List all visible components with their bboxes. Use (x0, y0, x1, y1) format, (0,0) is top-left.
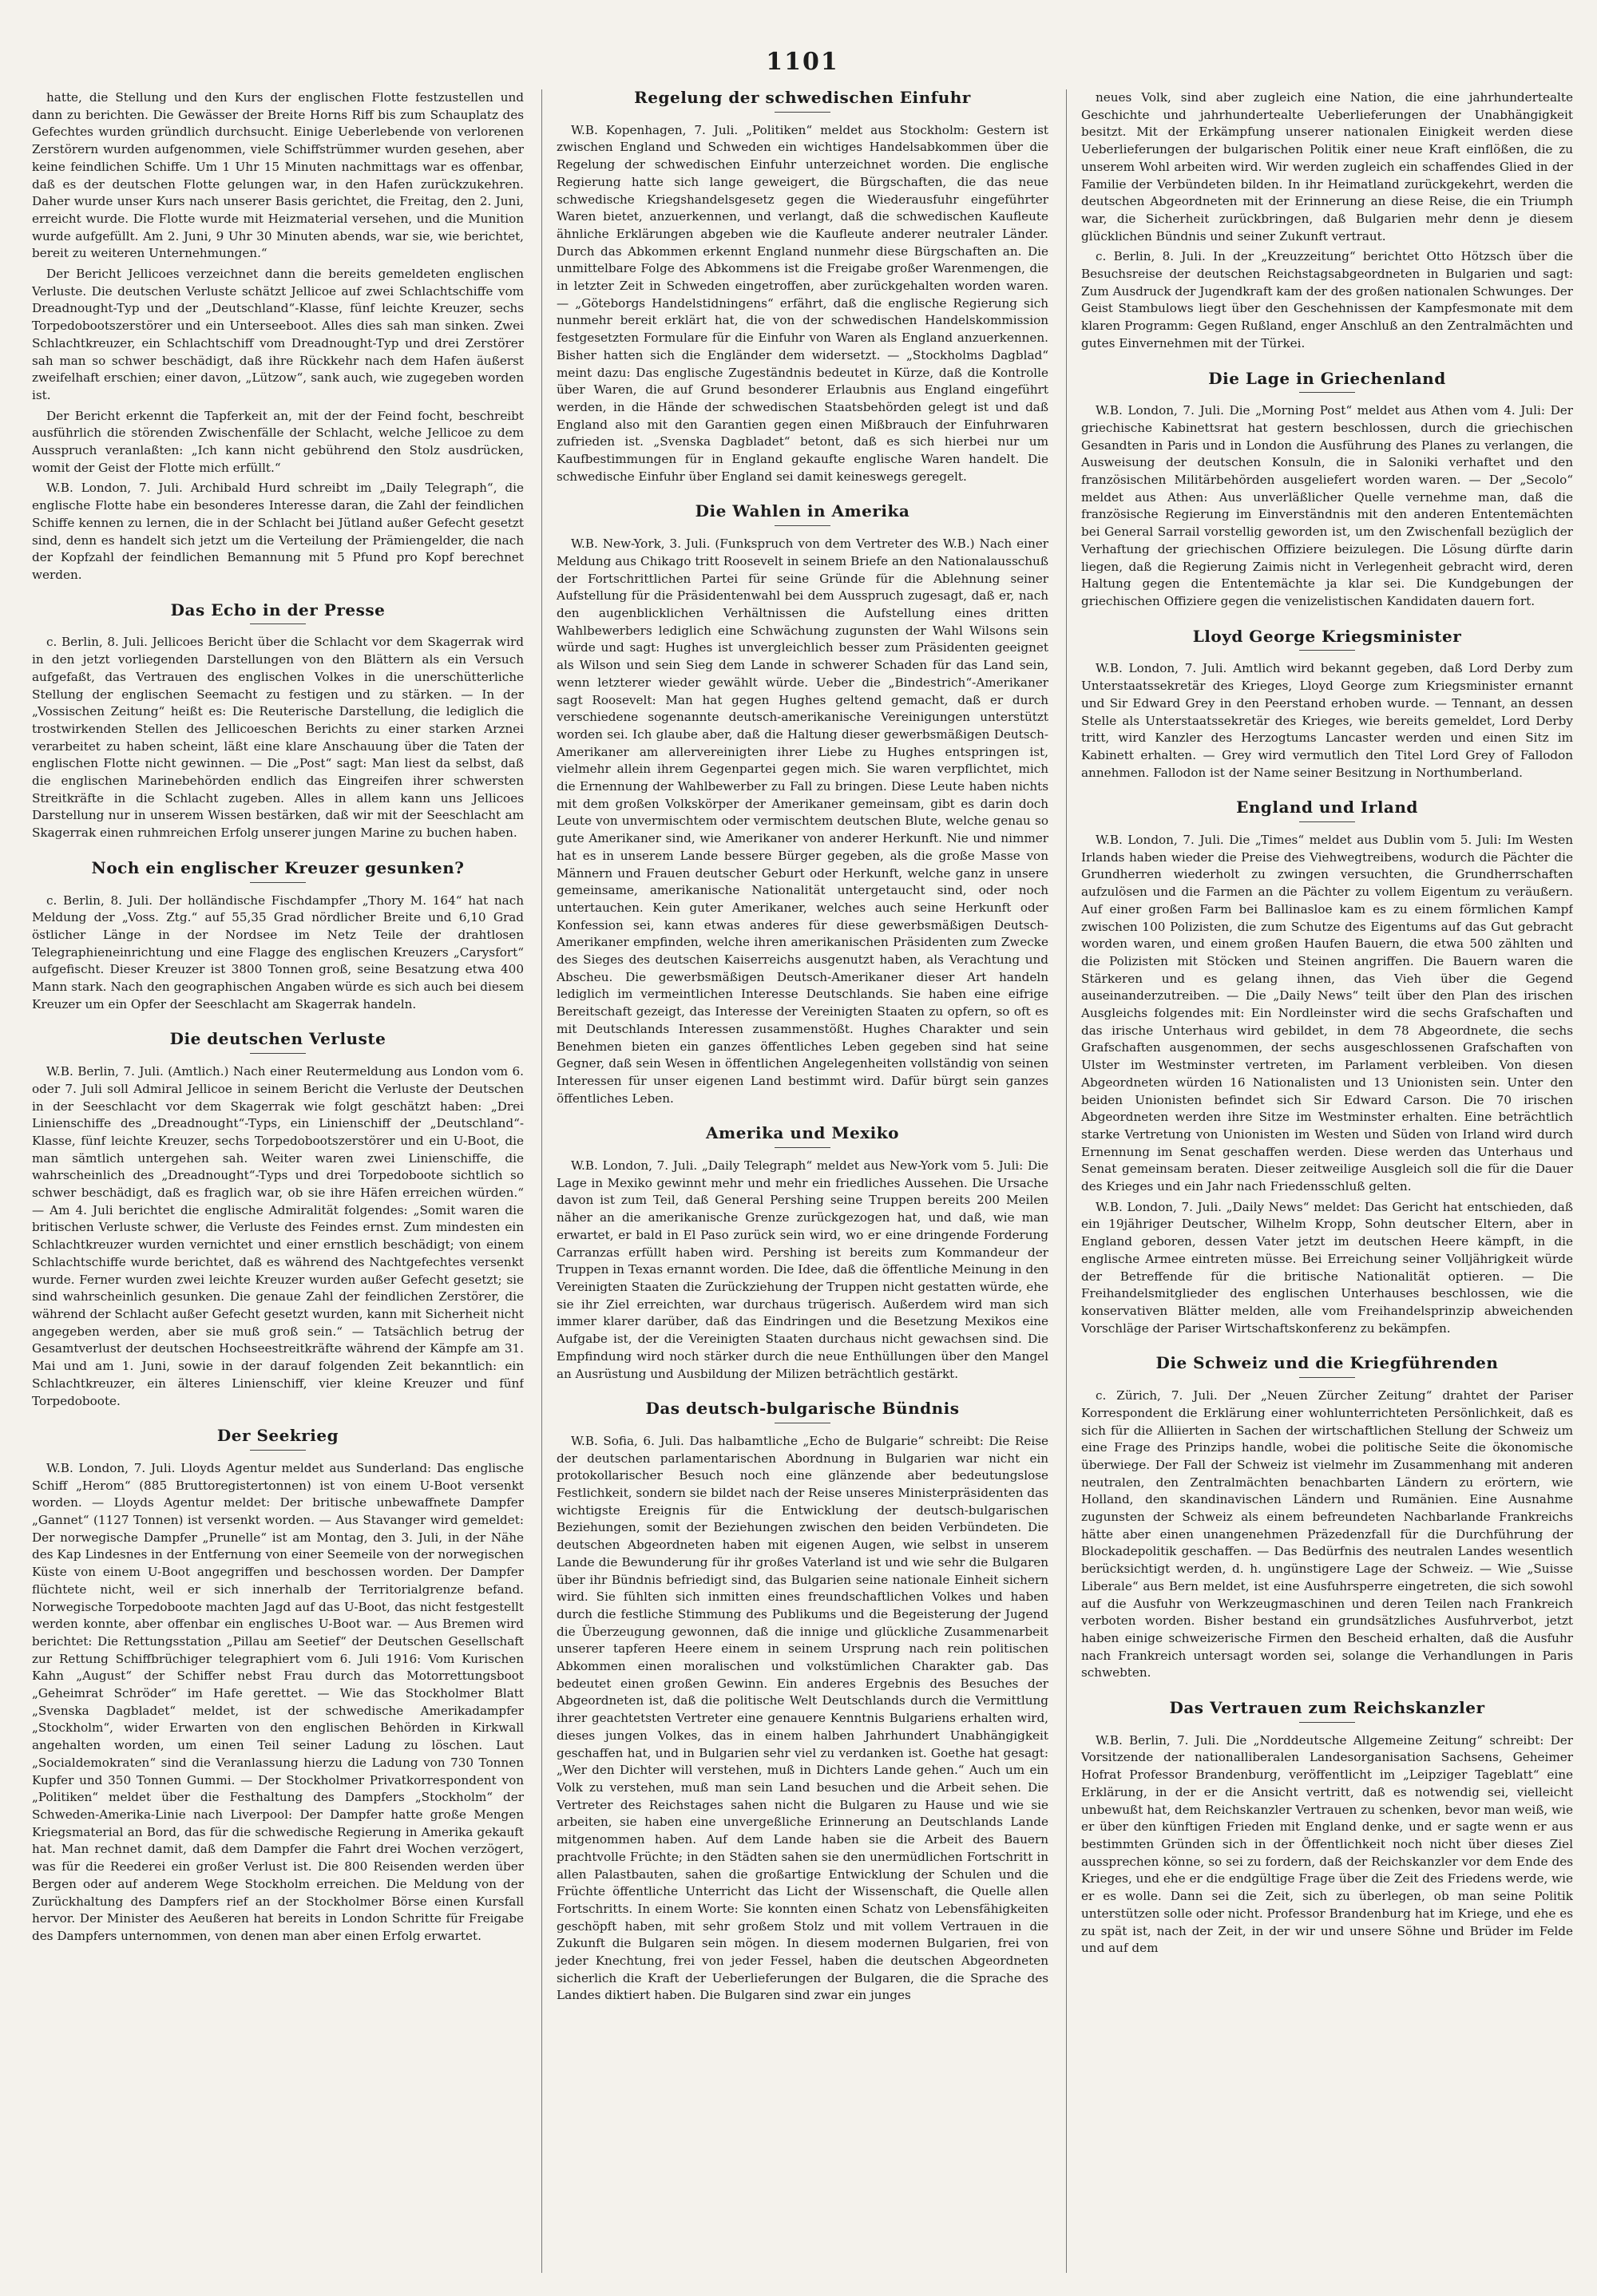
article-paragraph: W.B. London, 7. Juli. „Daily News“ meldet: Das Gericht hat entschieden, daß ein 19jähriger Deutscher, Wilhelm Kropp, Sohn deutscher Eltern, aber in England geboren, dessen Vater jetzt im deutschen Heere kämpft, in die englische Armee eintreten müsse. Bei Erreichung seiner Volljährigkeit würde der Betreffende für die britische Nationalität optieren. — Die Freihandelsmitglieder des englischen Unterhauses beschlossen, wie die konservativen Blätter melden, alle vom Freihandelsprinzip abweichenden Vorschläge der Pariser Wirtschaftskonferenz zu bekämpfen. (1081, 1199, 1573, 1336)
article-paragraph: W.B. Sofia, 6. Juli. Das halbamtliche „Echo de Bulgarie“ schreibt: Die Reise der deutschen parlamentarischen Abordnung in Bulgarien war nicht ein protokollarischer Besuch noch eine glänzende aber bedeutungslose Festlichkeit, sondern sie bildet nach der Reise unseres Ministerpräsidenten das wichtigste Ereignis für die Entwicklung der deutsch-bulgarischen Beziehungen, somit der Beziehungen zwischen den beiden Verbündeten. Die deutschen Abgeordneten haben mit eigenen Augen, wie selbst in unserem Lande die Bewunderung für ihr großes Vaterland ist und wie sehr die Bulgaren über ihr Bündnis befriedigt sind, das Bulgarien seine nationale Einheit sichern wird. Sie fühlten sich inmitten eines freundschaftlichen Volkes und haben durch die festliche Stimmung des Publikums und die Begeisterung der Jugend die Überzeugung gewonnen, daß die innige und glückliche Zusammenarbeit unserer tapferen Heere einem in seinem Ursprung nach rein politischen Abkommen einen moralischen und volkstümlichen Charakter gab. Das bedeutet einen großen Gewinn. Ein anderes Ergebnis des Besuches der Abgeordneten ist, daß die politische Welt Deutschlands durch die Vermittlung ihrer geachtetsten Vertreter eine genauere Kenntnis Bulgariens erhalten wird, dieses jungen Volkes, das in einem halben Jahrhundert Unabhängigkeit geschaffen hat, und in Bulgarien sehr viel zu verdanken ist. Goethe hat gesagt: „Wer den Dichter will verstehen, muß in Dichters Lande gehen.“ Auch um ein Volk zu verstehen, muß man sein Land besuchen und die Arbeit sehen. Die Vertreter des Reichstages sahen nicht die Bulgaren zu Hause und wie sie arbeiten, sie haben eine unvergeßliche Erinnerung an Deutschlands Lande mitgenommen haben. Auf dem Lande haben sie die Arbeit des Bauern prachtvolle Früchte; in den Städten sahen sie den unermüdlichen Fortschritt in allen Palastbauten, sahen die großartige Entwicklung der Schulen und die Früchte öffentliche Unterricht das Licht der Wissenschaft, die Quelle allen Fortschritts. In einem Worte: Sie konnten einen Schatz von Lebensfähigkeiten geschöpft haben, mit sehr großem Stolz und mit vollem Vertrauen in die Zukunft die Bulgaren sein mögen. In diesem modernen Bulgarien, frei von jeder Knechtung, frei von jeder Fessel, haben die deutschen Abgeordneten sicherlich die Kraft der Ueberlieferungen der Bulgaren, die die Sprache des Landes diktiert haben. Die Bulgaren sind zwar ein junges (557, 1433, 1048, 2003)
column-3 (1066, 89, 1573, 2273)
article-headline: Der Seekrieg (32, 1427, 524, 1451)
article-paragraph: W.B. London, 7. Juli. „Daily Telegraph“ meldet aus New-York vom 5. Juli: Die Lage in Mexiko gewinnt mehr und mehr ein friedliches Aussehen. Die Ursache davon ist zum Teil, daß General Pershing seine Truppen bereits 200 Meilen näher an die amerikanische Grenze zurückgezogen hat, und daß, wie man erwartet, er bald in El Paso zurück sein wird, wo er eine dringende Forderung Carranzas erfüllt haben wird. Pershing ist bereits zum Kommandeur der Truppen in Texas ernannt worden. Die Idee, daß die öffentliche Meinung in den Vereinigten Staaten die Zurückziehung der Truppen nicht gestatten würde, ehe sie ihr Ziel erreichten, war durchaus trügerisch. Außerdem wird man sich immer klarer darüber, daß das Eindringen und die Besetzung Mexikos eine Aufgabe ist, der die Vereinigten Staaten durchaus nicht gewachsen sind. Die Empfindung wird noch stärker durch die neue Enthüllungen über den Mangel an Ausrüstung und Ausbildung der Milizen beträchtlich gestärkt. (557, 1158, 1048, 1381)
article-columns (32, 89, 1573, 2273)
article-headline: England und Irland (1081, 799, 1573, 822)
page-number: 1101 (766, 48, 839, 76)
article-paragraph: W.B. London, 7. Juli. Die „Times“ meldet aus Dublin vom 5. Juli: Im Westen Irlands haben wieder die Preise des Viehwegtreibens, wodurch die Pächter die Grundherren wiederholt zu zwingen versuchten, die Grundherrschaften aufzulösen und die Farmen an die Pächter zu vollem Eigentum zu veräußern. Auf einer großen Farm bei Ballinasloe kam es zu einem förmlichen Kampf zwischen 100 Polizisten, die zum Schutze des Eigentums auf das Gut gebracht worden waren, und einem großen Haufen Bauern, die etwa 500 zählten und die Polizisten mit Stöcken und Steinen angriffen. Die Bauern waren die Stärkeren und es gelang ihnen, das Vieh über die Gegend auseinanderzutreiben. — Die „Daily News“ teilt über den Plan des irischen Ausgleichs folgendes mit: Ein Nordleinster wird die sechs Grafschaften und das irische Unterhaus wird gebildet, in dem 78 Abgeordnete, die sechs Grafschaften ausgenommen, der sechs ausgeschlossenen Grafschaften von Ulster im Westminster vertreten, im Parlament verbleiben. Von diesen Abgeordneten würden 16 Nationalisten und 13 Unionisten sein. Unter den beiden Unionisten befindet sich Sir Edward Carson. Die 70 irischen Abgeordneten werden ihre Sitze im Westminster erhalten. Eine beträchtlich starke Vertretung von Unionisten im Westen und Süden von Irland wird durch Ernennung im Senat geschaffen werden. Diese werden das Unterhaus und Senat gemeinsam beraten. Dieser zeitweilige Ausgleich soll die für die Dauer des Krieges und ein Jahr nach Friedensschluß gelten. (1081, 833, 1573, 1194)
article-paragraph: neues Volk, sind aber zugleich eine Nation, die eine jahrhundertealte Geschichte und jahrhundertealte Ueberlieferungen der Unabhängigkeit besitzt. Mit der Erkämpfung unserer nationalen Einigkeit werden diese Ueberlieferungen der bulgarischen Politik einer neue Kraft einflößen, die zu unserem Wohl arbeiten wird. Wir werden zugleich ein schaffendes Glied in der Familie der Verbündeten bilden. In ihr Heimatland zurückgekehrt, werden die deutschen Abgeordneten mit der Erinnerung an diese Reise, die ein Triumph war, die Sicherheit zurückbringen, daß Bulgarien mehr denn je diesem glücklichen Bündnis und seiner Zukunft vertraut. (1081, 90, 1573, 243)
article-paragraph: W.B. London, 7. Juli. Archibald Hurd schreibt im „Daily Telegraph“, die englische Flotte habe ein besonderes Interesse daran, die Zahl der feindlichen Schiffe kennen zu lernen, die in der Schlacht bei Jütland außer Gefecht gesetzt sind, denn es handelt sich jetzt um die Verteilung der Prämiengelder, die nach der Kopfzahl der feindlichen Bemannung mit 5 Pfund pro Kopf berechnet werden. (32, 481, 524, 582)
article-headline: Das deutsch-bulgarische Bündnis (557, 1400, 1048, 1423)
article-headline: Die Schweiz und die Kriegführenden (1081, 1355, 1573, 1378)
article-headline: Amerika und Mexiko (557, 1125, 1048, 1148)
article-headline: Das Vertrauen zum Reichskanzler (1081, 1700, 1573, 1723)
article-headline: Noch ein englischer Kreuzer gesunken? (32, 860, 524, 883)
article-headline: Regelung der schwedischen Einfuhr (557, 89, 1048, 113)
column-2 (541, 89, 1048, 2273)
newspaper-page (32, 48, 1573, 2275)
article-paragraph: W.B. London, 7. Juli. Lloyds Agentur meldet aus Sunderland: Das englische Schiff „Herom“ (885 Bruttoregistertonnen) ist von einem U-Boot versenkt worden. — Lloyds Agentur meldet: Der britische unbewaffnete Dampfer „Gannet“ (1127 Tonnen) ist versenkt worden. — Aus Stavanger wird gemeldet: Der norwegische Dampfer „Prunelle“ ist am Montag, den 3. Juli, in der Nähe des Kap Lindesnes in der Entfernung von einer Seemeile von der norwegischen Küste von einem U-Boot angegriffen und beschossen worden. Der Dampfer flüchtete nicht, weil er sich innerhalb der Territorialgrenze befand. Norwegische Torpedoboote machten Jagd auf das U-Boot, das nicht festgestellt werden konnte, aber offenbar ein englisches U-Boot war. — Aus Bremen wird berichtet: Die Rettungsstation „Pillau am Seetief“ der Deutschen Gesellschaft zur Rettung Schiffbrüchiger telegraphiert vom 6. Juli 1916: Vom Kurischen Kahn „August“ der Schiffer nebst Frau durch das Motorrettungsboot „Geheimrat Schröder“ im Hafe gerettet. — Wie das Stockholmer Blatt „Svenska Dagbladet“ meldet, ist der schwedische Amerikadampfer „Stockholm“, wider Erwarten von den englischen Behörden in Kirkwall angehalten worden, um einen Teil seiner Ladung zu löschen. Laut „Socialdemokraten“ sind die Veranlassung hierzu die Ladung von 730 Tonnen Kupfer und 350 Tonnen Gummi. — Der Stockholmer Privatkorrespondent von „Politiken“ meldet über die Festhaltung des Dampfers „Stockholm“ der Schweden-Amerika-Linie nach Liverpool: Der Dampfer hatte große Mengen Kriegsmaterial an Bord, das für die schwedische Regierung in Amerika gekauft hat. Man rechnet damit, daß dem Dampfer die Fahrt drei Wochen verzögert, was für die Reederei ein großer Verlust ist. Die 800 Reisenden werden über Bergen oder auf anderem Wege Stockholm erreichen. Die Meldung von der Zurückhaltung des Dampfers rief an der Stockholmer Börse einen Kursfall hervor. Der Minister des Aeußeren hat bereits in London Schritte für Freigabe des Dampfers unternommen, von denen man aber einen Erfolg erwartet. (32, 1460, 524, 1943)
article-paragraph: c. Berlin, 8. Juli. In der „Kreuzzeitung“ berichtet Otto Hötzsch über die Besuchsreise der deutschen Reichstagsabgeordneten in Bulgarien und sagt: Zum Ausdruck der Jugendkraft kam der des großen nationalen Schwunges. Der Geist Stambulows liegt über den Geschehnissen der Kampfesmonate mit dem klaren Programm: Gegen Rußland, enger Anschluß an den Zentralmächten und gutes Einvernehmen mit der Türkei. (1081, 249, 1573, 350)
article-paragraph: hatte, die Stellung und den Kurs der englischen Flotte festzustellen und dann zu berichten. Die Gewässer der Breite Horns Riff bis zum Schauplatz des Gefechtes wurden gründlich durchsucht. Einige Ueberlebende von verlorenen Zerstörern wurden aufgenommen, viele Schiffstrümmer wurden gesehen, aber keine feindlichen Schiffe. Um 1 Uhr 15 Minuten nachmittags war es offenbar, daß es der deutschen Flotte gelungen war, in den Hafen zurückzukehren. Daher wurde unser Kurs nach unserer Basis gerichtet, die Freitag, den 2. Juni, erreicht wurde. Die Flotte wurde mit Heizmaterial versehen, und die Munition wurde aufgefüllt. Am 2. Juni, 9 Uhr 30 Minuten abends, war sie, wie berichtet, bereit zu weiteren Unternehmungen.“ (32, 90, 524, 261)
article-headline: Lloyd George Kriegsminister (1081, 628, 1573, 651)
article-paragraph: Der Bericht erkennt die Tapferkeit an, mit der der Feind focht, beschreibt ausführlich die störenden Zwischenfälle der Schlacht, welche Jellicoe zu dem Ausspruch veranlaßten: „Ich kann nicht gebührend den Stolz ausdrücken, womit der Geist der Flotte mich erfüllt.“ (32, 408, 524, 475)
article-headline: Die Lage in Griechenland (1081, 370, 1573, 394)
article-paragraph: c. Berlin, 8. Juli. Jellicoes Bericht über die Schlacht vor dem Skagerrak wird in den jetzt vorliegenden Darstellungen von den Blättern als ein Versuch aufgefaßt, das Vertrauen des englischen Volkes in die unerschütterliche Stellung der englischen Seemacht zu festigen und zu stärken. — In der „Vossischen Zeitung“ heißt es: Die Reuterische Darstellung, die lediglich die trostwirkenden Stellen des Jellicoeschen Berichts zu einer starken Arznei verarbeitet zu haben scheint, läßt eine klare Anschauung über die Taten der englischen Flotte nicht gewinnen. — Die „Post“ sagt: Man liest da selbst, daß die englischen Marinebehörden endlich das Eingreifen ihrer schwersten Streitkräfte in die Schlacht zugeben. Alles in allem kann uns Jellicoes Darstellung nur in unserem Wissen bestärken, daß wir mit der Seeschlacht am Skagerrak einen ruhmreichen Erfolg unserer jungen Marine zu buchen haben. (32, 635, 524, 841)
article-paragraph: c. Zürich, 7. Juli. Der „Neuen Zürcher Zeitung“ drahtet der Pariser Korrespondent die Erklärung einer wohlunterrichteten Persönlichkeit, daß es sich für die Alliierten in Sachen der wirtschaftlichen Stellung der Schweiz um eine Frage des Prinzips handle, wobei die politische Seite die ökonomische überwiege. Der Fall der Schweiz ist vielmehr im Zusammenhang mit anderen neutralen, den Zentralmächten benachbarten Ländern zu erörtern, wie Holland, den skandinavischen Ländern und Rumänien. Eine Ausnahme zugunsten der Schweiz als einem befreundeten Nachbarlande Frankreichs hätte aber einen unangenehmen Präzedenzfall für die Durchführung der Blockadepolitik geschaffen. — Das Bedürfnis des neutralen Landes wesentlich berücksichtigt werden, d. h. ungünstigere Lage der Schweiz. — Wie „Suisse Liberale“ aus Bern meldet, ist eine Ausfuhrsperre eingetreten, die sich sowohl auf die Ausfuhr von Werkzeugmaschinen und deren Teilen nach Frankreich verboten worden. Bisher bestand ein grundsätzliches Ausfuhrverbot, jetzt haben einige schweizerische Firmen den Bescheid erhalten, daß die Ausfuhr nach Frankreich untersagt worden sei, solange die Verhandlungen in Paris schwebten. (1081, 1388, 1573, 1680)
article-paragraph: W.B. London, 7. Juli. Amtlich wird bekannt gegeben, daß Lord Derby zum Unterstaatssekretär des Krieges, Lloyd George zum Kriegsminister ernannt und Sir Edward Grey in den Peerstand erhoben wurde. — Tennant, an dessen Stelle als Unterstaatssekretär des Krieges, wie bereits gemeldet, Lord Derby tritt, wird Kanzler des Herzogtums Lancaster werden und einen Sitz im Kabinett erhalten. — Grey wird vermutlich den Titel Lord Grey of Fallodon annehmen. Fallodon ist der Name seiner Besitzung in Northumberland. (1081, 661, 1573, 780)
article-paragraph: c. Berlin, 8. Juli. Der holländische Fischdampfer „Thory M. 164“ hat nach Meldung der „Voss. Ztg.“ auf 55,35 Grad nördlicher Breite und 6,10 Grad östlicher Länge in der Nordsee im Netz Teile der drahtlosen Telegraphieneinrichtung und eine Flagge des englischen Kreuzers „Carysfort“ aufgefischt. Dieser Kreuzer ist 3800 Tonnen groß, seine Besatzung etwa 400 Mann stark. Nach den geographischen Angaben würde es sich auch bei diesem Kreuzer um ein Opfer der Seeschlacht am Skagerrak handeln. (32, 893, 524, 1011)
article-paragraph: W.B. London, 7. Juli. Die „Morning Post“ meldet aus Athen vom 4. Juli: Der griechische Kabinettsrat hat gestern beschlossen, durch die griechischen Gesandten in Paris und in London die Ausführung des Planes zu verlangen, die Ausweisung der deutschen Konsuln, die in Saloniki verhaftet und den französischen Militärbehörden ausgeliefert worden waren. — Der „Secolo“ meldet aus Athen: Aus unverläßlicher Quelle vernehme man, daß die französische Regierung im Einverständnis mit den anderen Ententemächten bei General Sarrail vorstellig geworden ist, um den Zwischenfall bezüglich der Verhaftung der griechischen Offiziere beizulegen. Die Lösung dürfte darin liegen, daß die Regierung Zaimis nicht in Verlegenheit gebracht wird, deren Haltung gegen die Ententemächte ja klar sei. Die Kundgebungen der griechischen Offiziere gegen die venizelistischen Kandidaten dauern fort. (1081, 403, 1573, 608)
article-paragraph: Der Bericht Jellicoes verzeichnet dann die bereits gemeldeten englischen Verluste. Die deutschen Verluste schätzt Jellicoe auf zwei Schlachtschiffe vom Dreadnought-Typ und der „Deutschland“-Klasse, fünf leichte Kreuzer, sechs Torpedobootszerstörer und ein Unterseeboot. Alles dies sah man sinken. Zwei Schlachtkreuzer, ein Schlachtschiff vom Dreadnought-Typ und drei Zerstörer sah man so schwer beschädigt, daß ihre Rückkehr nach dem Hafen äußerst zweifelhaft erschien; einer davon, „Lützow“, sank auch, wie zugegeben worden ist. (32, 267, 524, 402)
article-paragraph: W.B. Berlin, 7. Juli. (Amtlich.) Nach einer Reutermeldung aus London vom 6. oder 7. Juli soll Admiral Jellicoe in seinem Bericht die Verluste der Deutschen in der Seeschlacht vor dem Skagerrak wie folgt geschätzt haben: „Drei Linienschiffe des „Dreadnought“-Typs, ein Linienschiff der „Deutschland“-Klasse, fünf leichte Kreuzer, sechs Torpedobootszerstörer und ein U-Boot, die man sämtlich untergehen sah. Weiter waren zwei Linienschiffe, die wahrscheinlich des „Dreadnought“-Typs und drei Torpedoboote sichtlich so schwer beschädigt, daß es fraglich war, ob sie ihre Häfen erreichen würden.“ — Am 4. Juli berichtet die englische Admiralität folgendes: „Somit waren die britischen Verluste schwer, die Verluste des Feindes ernst. Zum mindesten ein Schlachtkreuzer wurden vernichtet und einer ernstlich beschädigt; von einem Schlachtschiffe wurde berichtet, daß es während des Nachtgefechtes versenkt wurde. Ferner wurden zwei leichte Kreuzer wurden außer Gefecht gesetzt; sie sind wahrscheinlich gesunken. Die genaue Zahl der feindlichen Zerstörer, die während der Schlacht außer Gefecht gesetzt wurden, kann mit Sicherheit nicht angegeben werden, aber sie muß groß sein.“ — Tatsächlich betrug der Gesamtverlust der deutschen Hochseestreitkräfte während der Kämpfe am 31. Mai und am 1. Juni, sowie in der darauf folgenden Zeit bekanntlich: ein Schlachtkreuzer, ein älteres Linienschiff, vier kleine Kreuzer und fünf Torpedoboote. (32, 1064, 524, 1408)
article-paragraph: W.B. Berlin, 7. Juli. Die „Norddeutsche Allgemeine Zeitung“ schreibt: Der Vorsitzende der nationalliberalen Landesorganisation Sachsens, Geheimer Hofrat Professor Brandenburg, veröffentlicht im „Leipziger Tageblatt“ eine Erklärung, in der er die Ansicht vertritt, daß es notwendig sei, vielleicht unbewußt hat, dem Reichskanzler Vertrauen zu schenken, bevor man weiß, wie er über den künftigen Frieden mit England denke, und er sagte wenn er aus bestimmten Gründen sich in der Öffentlichkeit noch nicht über dieses Ziel aussprechen könne, so sei zu fordern, daß der Reichskanzler vor dem Ende des Krieges, und ehe er die endgültige Frage über die Zeit des Friedens werde, wie er es wolle. Dann sei die Zeit, sich zu überlegen, ob man seine Politik unterstützen solle oder nicht. Professor Brandenburg hat im Kriege, und ehe es zu spät ist, nach der Zeit, in der wir und unsere Söhne und Brüder im Felde und auf dem (1081, 1732, 1573, 1956)
column-1 (32, 89, 524, 2273)
article-headline: Das Echo in der Presse (32, 602, 524, 625)
article-headline: Die Wahlen in Amerika (557, 503, 1048, 526)
article-paragraph: W.B. Kopenhagen, 7. Juli. „Politiken“ meldet aus Stockholm: Gestern ist zwischen England und Schweden ein wichtiges Handelsabkommen über die Regelung der schwedischen Einfuhr unterzeichnet worden. Die englische Regierung hatte sich lange geweigert, die Bürgschaften, die das neue schwedische Kriegshandelsgesetz gegen die Wiederausfuhr eingeführter Waren bietet, anzuerkennen, und verlangt, daß die schwedischen Kaufleute ähnliche Erklärungen abgeben wie die Kaufleute anderer neutraler Länder. Durch das Abkommen erkennt England nunmehr diese Bürgschaften an. Die unmittelbare Folge des Abkommens ist die Freigabe großer Warenmengen, die in letzter Zeit in Schweden eingetroffen, aber zurückgehalten worden waren. — „Göteborgs Handelstidningens“ erfährt, daß die englische Regierung sich nunmehr bereit erklärt hat, die von der schwedischen Handelskommission festgesetzten Formulare für die Einfuhr von Waren als England anzuerkennen. Bisher hatten sich die Engländer dem widersetzt. — „Stockholms Dagblad“ meint dazu: Das englische Zugeständnis bedeutet in Kürze, daß die Kontrolle über Waren, die auf Grund besonderer Erlaubnis aus England eingeführt werden, in die Hände der schwedischen Staatsbehörden gelegt ist und daß England also mit den Garantien gegen einen Mißbrauch der Einfuhrwaren zufrieden ist. „Svenska Dagbladet“ betont, daß es sich hierbei nur um Kaufbestimmungen für in England gekaufte englische Waren handelt. Die schwedische Einfuhr über England sei damit keineswegs geregelt. (557, 122, 1048, 484)
article-paragraph: W.B. New-York, 3. Juli. (Funkspruch von dem Vertreter des W.B.) Nach einer Meldung aus Chikago tritt Roosevelt in seinem Briefe an den Nationalausschuß der Fortschrittlichen Partei für seine Gründe für die Ablehnung seiner Aufstellung für die Präsidentenwahl bei dem Ausspruch zugesagt, daß er, nach den augenblicklichen Verhältnissen die Aufstellung eines dritten Wahlbewerbers lediglich eine Schwächung zugunsten der Wahl Wilsons sein würde und sagt: Hughes ist unvergleichlich besser zum Präsidenten geeignet als Wilson und sein Sieg dem Lande in schwerer Schaden für das Land sein, wenn letzterer wieder gewählt würde. Ueber die „Bindestrich“-Amerikaner sagt Roosevelt: Man hat gegen Hughes geltend gemacht, daß er durch verschiedene sogenannte deutsch-amerikanische Vereinigungen unterstützt worden sei. Ich glaube aber, daß die Haltung dieser gewerbsmäßigen Deutsch-Amerikaner am allervereinigten ihrer Liebe zu Hughes entspringen ist, vielmehr allein ihrem Gegenpartei gegen mich. Sie waren verpflichtet, mich die Ernennung der Wahlbewerber zu Fall zu bringen. Diese Leute haben nichts mit dem großen Volkskörper der Amerikaner gemeinsam, gibt es darin doch Leute von unvermischtem oder vermischtem deutschen Blute, welche genau so gute Amerikaner sind, wie Amerikaner von anderer Herkunft. Nie und nimmer hat es in unserem Lande bessere Bürger gegeben, als die große Masse von Männern und Frauen deutscher Geburt oder Herkunft, welche ganz in unsere gemeinsame, amerikanische Nationalität untergetaucht sind, oder noch untertauchen. Kein guter Amerikaner, welches auch seine Herkunft oder Konfession sei, kann etwas anderes für diese gewerbsmäßigen Deutsch-Amerikaner empfinden, welche ihren amerikanischen Präsidenten zum Zwecke des Sieges des deutschen Kaiserreichs ausgenutzt haben, als Verachtung und Abscheu. Die gewerbsmäßigen Deutsch-Amerikaner dieser Art handeln lediglich im vermeintlichen Interesse Deutschlands. Sie haben eine eifrige Bereitschaft gezeigt, das Interesse der Vereinigten Staaten zu opfern, so oft es mit Deutschlands Interessen zusammenstößt. Hughes Charakter und sein Benehmen bieten ein ganzes öffentliches Leben gegeben sind hat seine Gegner, daß sein Wesen in öffentlichen Angelegenheiten vollständig von seinen Interessen für unser eigenen Land bestimmt wird. Dafür bürgt sein ganzes öffentliches Leben. (557, 536, 1048, 1106)
article-headline: Die deutschen Verluste (32, 1031, 524, 1054)
